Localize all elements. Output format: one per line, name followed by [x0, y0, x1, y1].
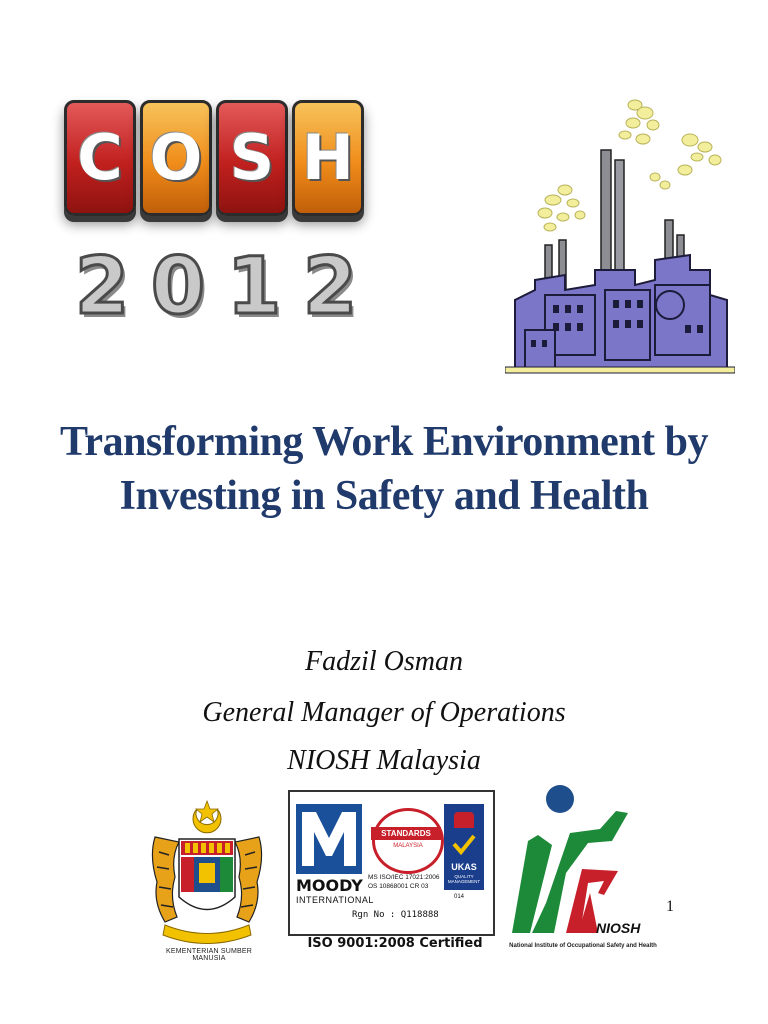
- factory-ground: [505, 367, 735, 373]
- logo-tile-c: [64, 100, 136, 216]
- niosh-caption: National Institute of Occupational Safety and Health: [509, 943, 657, 949]
- title-line-2: Investing in Safety and Health: [119, 473, 649, 519]
- logo-letter-h: H: [302, 121, 354, 194]
- ukas-label: UKAS: [451, 862, 477, 872]
- ms-standard-line: MS ISO/IEC 17021:2006: [368, 874, 440, 881]
- malaysia-coat-of-arms: [147, 797, 267, 962]
- certification-badges: [288, 790, 495, 936]
- logo-year-digit: 1: [226, 242, 282, 332]
- moody-subtitle: INTERNATIONAL: [296, 895, 374, 905]
- smoke-clouds: [538, 100, 721, 231]
- standards-malaysia-seal: [372, 808, 444, 874]
- iso-certified-text: ISO 9001:2008 Certified: [307, 936, 483, 951]
- registration-value: Q118888: [400, 910, 439, 920]
- slide-title: [40, 415, 728, 523]
- ukas-badge: [444, 804, 484, 890]
- moody-logo-icon: [296, 804, 362, 874]
- niosh-logo: [508, 783, 656, 953]
- ukas-subtitle: QUALITY MANAGEMENT: [447, 874, 481, 884]
- moody-name: MOODY: [296, 876, 363, 895]
- logo-tile-s: [216, 100, 288, 216]
- logo-tile-o: [140, 100, 212, 216]
- checkmark-icon: [452, 834, 476, 856]
- registration-label: Rgn No :: [352, 910, 396, 920]
- logo-year-digit: 0: [150, 242, 206, 332]
- crown-icon: [454, 812, 474, 828]
- logo-tile-h: [292, 100, 364, 216]
- standards-subtitle: MALAYSIA: [393, 843, 423, 849]
- logo-year-digit: 2: [302, 242, 358, 332]
- presenter-role: General Manager of Operations: [202, 697, 566, 728]
- ukas-number: 014: [454, 894, 465, 900]
- presenter-org: NIOSH Malaysia: [287, 745, 481, 776]
- registration-number: [352, 910, 439, 920]
- title-line-1: Transforming Work Environment by: [60, 419, 708, 465]
- factory-illustration: [505, 95, 735, 395]
- logo-letter-s: S: [229, 121, 275, 194]
- logo-letter-o: O: [149, 121, 203, 194]
- page-number: 1: [666, 898, 674, 915]
- presenter-name: Fadzil Osman: [305, 646, 463, 677]
- os-standard-line: OS 10868001 CR 03: [368, 883, 429, 890]
- standards-label: STANDARDS: [371, 827, 441, 840]
- logo-year-digit: 2: [74, 242, 130, 332]
- logo-letter-c: C: [77, 121, 123, 194]
- cosh-2012-logo: [60, 92, 365, 332]
- crest-caption: KEMENTERIAN SUMBER MANUSIA: [165, 948, 253, 962]
- niosh-name: NIOSH: [596, 920, 641, 936]
